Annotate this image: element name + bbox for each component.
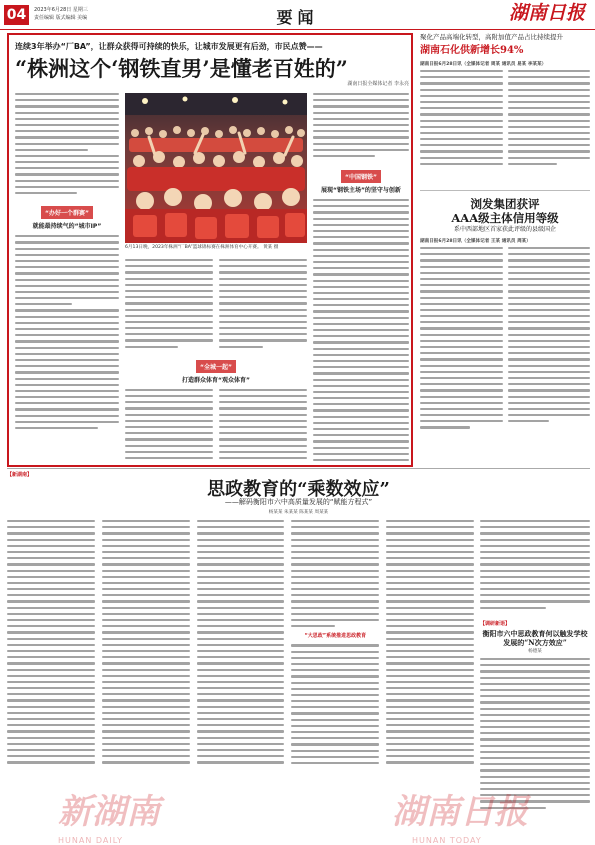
watermark-right: 湖南日报 [392, 792, 528, 832]
photo-caption: 6月13日晚，2023年株洲“厂BA”篮球锦标赛在株洲体育中心开赛。 黄某 摄 [125, 245, 279, 250]
text-block [420, 247, 503, 429]
watermark-right-sub: HUNAN TODAY [412, 836, 482, 845]
brief2-title: 浏发集团获评 [470, 197, 540, 211]
subhead-1-title: 就能最持续气的“城市IP” [32, 223, 102, 231]
text-block [291, 520, 379, 627]
subhead-2: “中国钢铁” [341, 170, 381, 183]
text-block [197, 520, 285, 800]
text-block [508, 247, 591, 429]
lower-subtitle: ——解码衡阳市六中高质量发展的“赋能方程式” [224, 498, 373, 506]
text-block [420, 70, 503, 165]
feature-kicker: 连续3年举办“厂BA”，让群众获得可持续的快乐，让城市发展更有后劲，市民点赞—— [15, 42, 323, 51]
text-block [125, 259, 213, 348]
text-block [102, 520, 190, 800]
feature-byline: 湖南日报全媒体记者 李永亮 [347, 81, 409, 87]
crowd-photo [125, 93, 307, 243]
text-block [15, 235, 119, 429]
masthead-rule [0, 29, 595, 30]
brief-liufa-group [420, 190, 590, 466]
section-title: 要闻 [276, 8, 319, 27]
sidebar-byline: 杨德某 [528, 649, 542, 654]
paper-logo: 湖南日报 [508, 2, 585, 24]
text-block [219, 389, 307, 459]
lower-label: 【新湖南】 [7, 472, 33, 478]
text-block [313, 93, 409, 157]
lower-headline: 思政教育的“乘数效应” [207, 479, 390, 500]
feature-col-left [15, 93, 119, 463]
feature-col-middle [125, 259, 307, 463]
text-block [291, 644, 379, 764]
lower-byline: 杨某某 朱某某 陈某某 周某某 [268, 510, 329, 515]
feature-photo [125, 93, 307, 243]
brief2-byline: 湖南日报6月28日讯（全媒体记者 王某 通讯员 周某） [420, 239, 531, 244]
subhead-3-title: 打造群众体育“观众体育” [182, 376, 250, 384]
watermark-left-sub: HUNAN DAILY [58, 836, 123, 845]
feature-col-right [313, 93, 409, 463]
brief1-kicker: 聚化产品高端化转型，高附加值产品占比持续提升 [420, 33, 563, 41]
brief2-title-2: AAA级主体信用等级 [451, 211, 559, 225]
text-block [313, 199, 409, 463]
text-block [508, 70, 591, 165]
page-number: 04 [4, 5, 29, 25]
subhead-3: “全城一起” [196, 360, 236, 373]
brief-hunan-petrochem [420, 33, 590, 186]
brief1-byline: 湖南日报6月28日讯（全媒体记者 周某 通讯员 易某 李某某） [420, 62, 547, 67]
lower-columns [7, 520, 474, 800]
editor-line: 责任编辑 版式编辑 美编 [34, 15, 88, 21]
text-block [219, 259, 307, 348]
watermark-left: 新湖南 [58, 792, 160, 832]
masthead [0, 0, 595, 30]
subhead-1: “办好一个群赛” [41, 206, 93, 219]
lower-col-right [480, 520, 590, 616]
lower-col-head: “大思政”系统推进思政教育 [304, 633, 367, 640]
brief2-subtitle: 系中西部地区首家获此评级的县级国企 [453, 226, 556, 233]
sidebar-title: 衡阳市六中思政教育何以触发学校发展的“N次方效应” [482, 629, 588, 647]
feature-headline: “株洲这个‘钢铁直男’是懂老百姓的” [15, 56, 348, 81]
sidebar-label: 【调研新语】 [480, 621, 511, 627]
text-block [125, 389, 213, 459]
section-divider [7, 468, 590, 469]
text-block [386, 520, 474, 800]
text-block [15, 93, 119, 194]
feature-article [7, 33, 413, 467]
text-block [480, 520, 590, 609]
brief1-title: 湖南石化供新增长94% [420, 45, 524, 56]
date-line: 2023年6月28日 星期三 [34, 7, 88, 13]
text-block [7, 520, 95, 800]
subhead-2-title: 展现“钢铁主场”的坚守与创新 [321, 187, 401, 195]
